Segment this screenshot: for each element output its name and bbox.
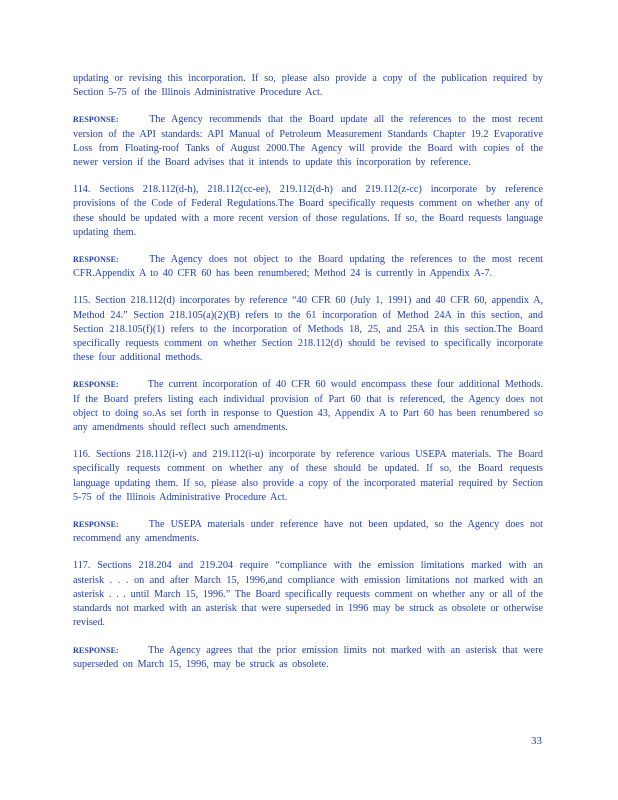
paragraph-text: The Agency does not object to the Board updating the references to the most recent CFR.Appendix A to 40 CFR 60 has been renumbered; Method 24 is currently in Appendix A-7. — [73, 254, 543, 280]
response-label: RESPONSE: — [73, 115, 119, 125]
document-body — [73, 72, 543, 685]
response-paragraph-2 — [73, 253, 543, 281]
response-label: RESPONSE: — [73, 380, 119, 390]
response-label: RESPONSE: — [73, 520, 119, 530]
paragraph-text: The Agency agrees that the prior emission limits not marked with an asterisk that were superseded on March 15, 1996, may be struck as obsolete. — [73, 644, 543, 670]
response-paragraph-3 — [73, 378, 543, 435]
response-label: RESPONSE: — [73, 645, 119, 655]
response-paragraph-5 — [73, 644, 543, 672]
response-paragraph-1 — [73, 113, 543, 170]
response-label: RESPONSE: — [73, 255, 119, 265]
paragraph-text: 114. Sections 218.112(d-h), 218.112(cc-ee), 219.112(d-h) and 219.112(z-cc) incorporate by reference provisions of the Code of Federal Regulations.The Board specifically requests comment on whether any of these should be updated with a more recent version of those regulations. If so, the Board requests language updating them. — [73, 184, 543, 238]
page-number: 33 — [531, 735, 542, 747]
question-114 — [73, 183, 543, 240]
paragraph-text: updating or revising this incorporation. If so, please also provide a copy of the publication required by Section 5-75 of the Illinois Administrative Procedure Act. — [73, 73, 543, 99]
paragraph-text: 117. Sections 218.204 and 219.204 require “compliance with the emission limitations marked with an asterisk . . . on and after March 15, 1996,and compliance with emission limitations not marked with an asterisk . . . until March 15, 1996.” The Board specifically requests comment on whether any or all of the standards not marked with an asterisk that were superseded in 1996 may be struck as obsolete or otherwise revised. — [73, 560, 543, 629]
question-117 — [73, 559, 543, 630]
paragraph-text: The Agency recommends that the Board update all the references to the most recent version of the API standards: API Manual of Petroleum Measurement Standards Chapter 19.2 Evaporative Loss from Floating-roof Tanks of August 2000.The Agency will provide the Board with copies of the newer version if the Board advises that it intends to update this incorporation by reference. — [73, 114, 543, 169]
paragraph-text: The current incorporation of 40 CFR 60 would encompass these four additional Methods. If the Board prefers listing each individual provision of Part 60 that is referenced, the Agency does not object to doing so.As set forth in response to Question 43, Appendix A to Part 60 has been renumbered so any amendments should reflect such amendments. — [73, 379, 543, 434]
paragraph-1 — [73, 72, 543, 100]
response-paragraph-4 — [73, 518, 543, 546]
paragraph-text: The USEPA materials under reference have not been updated, so the Agency does not recommend any amendments. — [73, 519, 543, 545]
question-115 — [73, 294, 543, 365]
question-116 — [73, 448, 543, 505]
paragraph-text: 115. Section 218.112(d) incorporates by reference “40 CFR 60 (July 1, 1991) and 40 CFR 60, appendix A, Method 24.” Section 218.105(a)(2)(B) refers to the 61 incorporation of Method 24A in this section, and Section 218.105(f)(1) refers to the incorporation of Methods 18, 25, and 25A in this section.The Board specifically requests comment on whether Section 218.112(d) should be revised to specifically incorporate these four additional methods. — [73, 295, 543, 364]
paragraph-text: 116. Sections 218.112(i-v) and 219.112(i-u) incorporate by reference various USEPA materials. The Board specifically requests comment on whether any of these should be updated. If so, the Board requests language updating them. If so, please also provide a copy of the incorporated material required by Section 5-75 of the Illinois Administrative Procedure Act. — [73, 449, 543, 503]
